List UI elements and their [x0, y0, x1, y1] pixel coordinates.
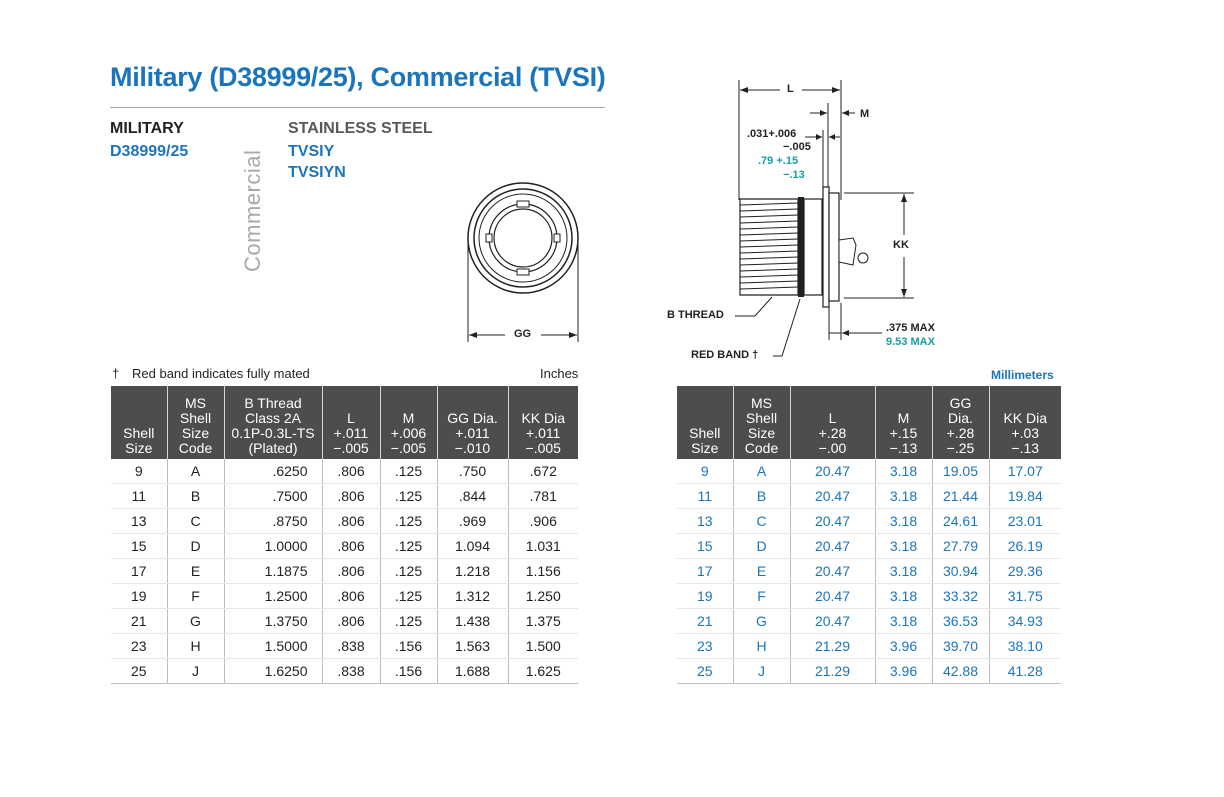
table-cell: 23: [677, 634, 733, 659]
table-cell: 3.96: [875, 634, 932, 659]
table-cell: .125: [380, 459, 437, 484]
table-cell: 3.18: [875, 559, 932, 584]
table-cell: .806: [322, 584, 380, 609]
table-cell: 19.05: [932, 459, 989, 484]
table-cell: F: [167, 584, 224, 609]
col-header-ms-shell-size-code: MS Shell Size Code: [733, 386, 790, 459]
table-cell: C: [733, 509, 790, 534]
table-cell: 23.01: [989, 509, 1061, 534]
table-cell: 11: [111, 484, 167, 509]
table-cell: 20.47: [790, 609, 875, 634]
table-cell: 3.18: [875, 609, 932, 634]
tolerance-mm-2: −.13: [783, 169, 805, 181]
table-cell: 39.70: [932, 634, 989, 659]
table-cell: G: [167, 609, 224, 634]
table-cell: 1.3750: [224, 609, 322, 634]
table-cell: 3.18: [875, 584, 932, 609]
table-cell: 1.312: [437, 584, 508, 609]
table-cell: 21: [677, 609, 733, 634]
table-cell: H: [167, 634, 224, 659]
inches-table: [111, 386, 578, 684]
table-cell: .125: [380, 609, 437, 634]
table-cell: E: [733, 559, 790, 584]
millimeters-table: [677, 386, 1061, 684]
units-inches-label: Inches: [540, 366, 579, 381]
table-cell: F: [733, 584, 790, 609]
col-header-shell-size: Shell Size: [111, 386, 167, 459]
table-cell: 1.625: [508, 659, 578, 684]
table-cell: 19.84: [989, 484, 1061, 509]
table-cell: 21: [111, 609, 167, 634]
col-header-kk: KK Dia +.011 −.005: [508, 386, 578, 459]
table-cell: 19: [111, 584, 167, 609]
table-cell: 36.53: [932, 609, 989, 634]
table-cell: .125: [380, 484, 437, 509]
table-cell: .125: [380, 534, 437, 559]
col-header-l: L +.28 −.00: [790, 386, 875, 459]
table-cell: 38.10: [989, 634, 1061, 659]
table-cell: 20.47: [790, 459, 875, 484]
table-cell: B: [167, 484, 224, 509]
table-cell: 11: [677, 484, 733, 509]
table-cell: 15: [677, 534, 733, 559]
table-cell: 9: [677, 459, 733, 484]
table-cell: 3.96: [875, 659, 932, 684]
l-dimension-label: L: [787, 83, 794, 95]
table-cell: 20.47: [790, 509, 875, 534]
col-header-ms-shell-size-code: MS Shell Size Code: [167, 386, 224, 459]
red-band-note: Red band indicates fully mated: [132, 366, 310, 381]
page-title: Military (D38999/25), Commercial (TVSI): [110, 62, 606, 92]
table-cell: 17: [111, 559, 167, 584]
table-row: [677, 559, 1061, 584]
b-thread-label: B THREAD: [667, 309, 724, 321]
gg-dimension-label: GG: [514, 328, 532, 340]
table-cell: 1.156: [508, 559, 578, 584]
table-cell: .125: [380, 584, 437, 609]
table-cell: 21.29: [790, 634, 875, 659]
table-cell: 1.563: [437, 634, 508, 659]
table-row: [111, 609, 578, 634]
table-row: [111, 534, 578, 559]
table-row: [111, 659, 578, 684]
dagger-symbol: †: [112, 366, 120, 381]
table-cell: .125: [380, 509, 437, 534]
table-cell: .806: [322, 534, 380, 559]
table-cell: .672: [508, 459, 578, 484]
table-row: [111, 634, 578, 659]
m-dimension-label: M: [860, 108, 870, 120]
table-cell: 26.19: [989, 534, 1061, 559]
table-cell: 1.2500: [224, 584, 322, 609]
table-cell: J: [167, 659, 224, 684]
table-row: [111, 484, 578, 509]
table-cell: 29.36: [989, 559, 1061, 584]
table-cell: .838: [322, 659, 380, 684]
table-cell: 21.29: [790, 659, 875, 684]
table-cell: D: [167, 534, 224, 559]
commercial-code-1: TVSIY: [288, 143, 335, 160]
table-cell: D: [733, 534, 790, 559]
red-band-label: RED BAND †: [691, 349, 759, 361]
table-cell: 3.18: [875, 509, 932, 534]
table-cell: 1.688: [437, 659, 508, 684]
table-cell: .969: [437, 509, 508, 534]
table-cell: .806: [322, 484, 380, 509]
table-cell: 9: [111, 459, 167, 484]
table-cell: 1.6250: [224, 659, 322, 684]
table-row: [677, 634, 1061, 659]
table-cell: 20.47: [790, 534, 875, 559]
table-cell: .806: [322, 559, 380, 584]
table-row: [111, 459, 578, 484]
table-cell: 1.250: [508, 584, 578, 609]
col-header-m: M +.006 −.005: [380, 386, 437, 459]
table-row: [111, 584, 578, 609]
table-cell: .7500: [224, 484, 322, 509]
max-mm-label: 9.53 MAX: [886, 336, 935, 348]
table-cell: 21.44: [932, 484, 989, 509]
table-cell: 33.32: [932, 584, 989, 609]
table-cell: 20.47: [790, 584, 875, 609]
table-cell: 20.47: [790, 559, 875, 584]
table-cell: 13: [111, 509, 167, 534]
table-cell: 13: [677, 509, 733, 534]
table-cell: .838: [322, 634, 380, 659]
table-cell: C: [167, 509, 224, 534]
table-cell: B: [733, 484, 790, 509]
table-cell: .806: [322, 609, 380, 634]
table-cell: .806: [322, 459, 380, 484]
table-row: [677, 459, 1061, 484]
table-cell: 41.28: [989, 659, 1061, 684]
table-row: [677, 584, 1061, 609]
table-row: [677, 509, 1061, 534]
military-code: D38999/25: [110, 143, 189, 160]
tolerance-inches-2: −.005: [783, 141, 811, 153]
table-cell: .8750: [224, 509, 322, 534]
table-cell: 1.031: [508, 534, 578, 559]
table-cell: H: [733, 634, 790, 659]
table-cell: .750: [437, 459, 508, 484]
title-divider: [110, 107, 605, 108]
table-cell: 1.1875: [224, 559, 322, 584]
table-row: [677, 659, 1061, 684]
table-cell: .156: [380, 659, 437, 684]
table-cell: 30.94: [932, 559, 989, 584]
table-cell: J: [733, 659, 790, 684]
table-cell: 42.88: [932, 659, 989, 684]
table-cell: .844: [437, 484, 508, 509]
table-cell: 24.61: [932, 509, 989, 534]
table-cell: 25: [677, 659, 733, 684]
table-cell: .125: [380, 559, 437, 584]
table-cell: .156: [380, 634, 437, 659]
col-header-gg: GG Dia. +.011 −.010: [437, 386, 508, 459]
table-row: [677, 534, 1061, 559]
table-cell: A: [167, 459, 224, 484]
table-cell: 27.79: [932, 534, 989, 559]
tolerance-inches-1: .031+.006: [747, 128, 797, 140]
material-label: STAINLESS STEEL: [288, 120, 433, 137]
col-header-b-thread: B Thread Class 2A 0.1P-0.3L-TS (Plated): [224, 386, 322, 459]
col-header-m: M +.15 −.13: [875, 386, 932, 459]
max-inches-label: .375 MAX: [886, 322, 935, 334]
table-cell: 23: [111, 634, 167, 659]
table-cell: 1.500: [508, 634, 578, 659]
table-cell: 1.218: [437, 559, 508, 584]
table-cell: 15: [111, 534, 167, 559]
commercial-vertical-label: Commercial: [240, 149, 265, 272]
table-cell: 3.18: [875, 459, 932, 484]
table-cell: 1.0000: [224, 534, 322, 559]
front-view-drawing: [455, 180, 595, 350]
table-cell: 1.375: [508, 609, 578, 634]
table-cell: 3.18: [875, 534, 932, 559]
table-cell: A: [733, 459, 790, 484]
table-row: [677, 484, 1061, 509]
commercial-code-2: TVSIYN: [288, 164, 346, 181]
col-header-shell-size: Shell Size: [677, 386, 733, 459]
kk-dimension-label: KK: [893, 239, 909, 251]
col-header-gg: GG Dia. +.28 −.25: [932, 386, 989, 459]
table-cell: .806: [322, 509, 380, 534]
table-cell: 31.75: [989, 584, 1061, 609]
table-cell: 1.094: [437, 534, 508, 559]
table-cell: 34.93: [989, 609, 1061, 634]
table-cell: 20.47: [790, 484, 875, 509]
table-cell: 25: [111, 659, 167, 684]
table-cell: 19: [677, 584, 733, 609]
table-row: [111, 559, 578, 584]
tolerance-mm-1: .79 +.15: [758, 155, 799, 167]
table-cell: 1.438: [437, 609, 508, 634]
table-row: [677, 609, 1061, 634]
military-label: MILITARY: [110, 120, 184, 137]
table-cell: .906: [508, 509, 578, 534]
table-cell: 17: [677, 559, 733, 584]
table-cell: 3.18: [875, 484, 932, 509]
col-header-l: L +.011 −.005: [322, 386, 380, 459]
table-cell: 17.07: [989, 459, 1061, 484]
table-cell: .781: [508, 484, 578, 509]
table-cell: 1.5000: [224, 634, 322, 659]
table-cell: E: [167, 559, 224, 584]
table-cell: .6250: [224, 459, 322, 484]
table-row: [111, 509, 578, 534]
table-cell: G: [733, 609, 790, 634]
units-mm-label: Millimeters: [991, 368, 1054, 382]
col-header-kk: KK Dia +.03 −.13: [989, 386, 1061, 459]
